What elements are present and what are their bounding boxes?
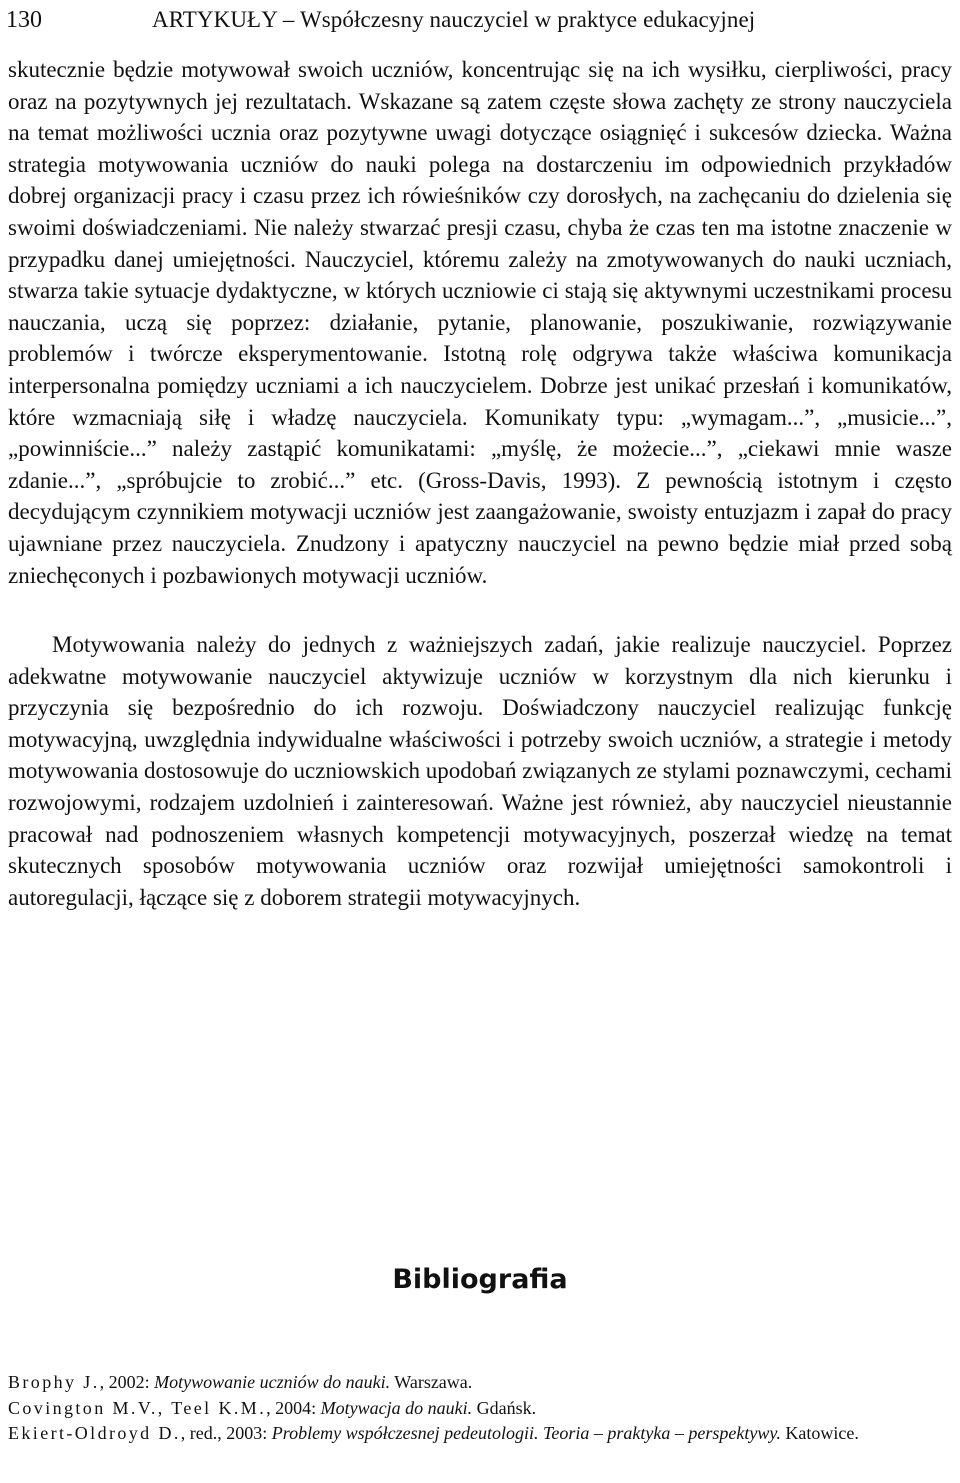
body-text: [8, 54, 952, 913]
running-head: ARTYKUŁY – Współczesny nauczyciel w praktyce edukacyjnej: [152, 7, 756, 32]
bibliography-heading: Bibliografia: [392, 1264, 568, 1295]
bib-author: Covington M.V., Teel K.M.: [8, 1397, 267, 1418]
bib-title: Problemy współczesnej pedeutologii. Teoria – praktyka – perspektywy.: [271, 1423, 781, 1443]
page-number: 130: [6, 7, 42, 33]
bib-place: Warszawa.: [390, 1372, 473, 1392]
bibliography-entry: [8, 1396, 952, 1422]
bib-author: Ekiert-Oldroyd D.: [8, 1423, 181, 1443]
bib-title: Motywowanie uczniów do nauki.: [154, 1372, 391, 1392]
paragraph-1: skutecznie będzie motywował swoich uczniów, koncentrując się na ich wysiłku, cierpliwości, pracy oraz na pozytywnych jej rezultatach. Wskazane są zatem częste słowa zachęty ze strony nauczyciela na temat możliwości ucznia oraz pozytywne uwagi dotyczące osiągnięć i sukcesów dziecka. Ważna strategia motywowania uczniów do nauki polega na dostarczeniu im odpowiednich przykładów dobrej organizacji pracy i czasu przez ich rówieśników czy dorosłych, na zachęcaniu do dzielenia się swoimi doświadczeniami. Nie należy stwarzać presji czasu, chyba że czas ten ma istotne znaczenie w przypadku danej umiejętności. Nauczyciel, któremu zależy na zmotywowanych do nauki uczniach, stwarza takie sytuacje dydaktyczne, w których uczniowie ci stają się aktywnymi uczestnikami procesu nauczania, uczą się poprzez: działanie, pytanie, planowanie, poszukiwanie, rozwiązywanie problemów i twórcze eksperymentowanie. Istotną rolę odgrywa także właściwa komunikacja interpersonalna pomiędzy uczniami a ich nauczycielem. Dobrze jest unikać przesłań i komunikatów, które wzmacniają siłę i władzę nauczyciela. Komunikaty typu: „wymagam...”, „musicie...”, „powinniście...” należy zastąpić komunikatami: „myślę, że możecie...”, „ciekawi mnie wasze zdanie...”, „spróbujcie to zrobić...” etc. (Gross-Davis, 1993). Z pewnością istotnym i często decydującym czynnikiem motywacji uczniów jest zaangażowanie, swoisty entuzjazm i zapał do pracy ujawniane przez nauczyciela. Znudzony i apatyczny nauczyciel na pewno będzie miał przed sobą zniechęconych i pozbawionych motywacji uczniów.: [8, 57, 952, 588]
bib-year: , 2004:: [266, 1397, 321, 1418]
bib-place: Katowice.: [780, 1423, 859, 1443]
bibliography-entry: [8, 1421, 952, 1447]
bib-year: , 2002:: [99, 1372, 155, 1392]
bib-year: , red., 2003:: [180, 1423, 272, 1443]
paragraph-2: Motywowania należy do jednych z ważniejszych zadań, jakie realizuje nauczyciel. Poprzez adekwatne motywowanie nauczyciel aktywizuje uczniów w korzystnym dla nich kierunku i przyczynia się bezpośrednio do ich rozwoju. Doświadczony nauczyciel realizując funkcję motywacyjną, uwzględnia indywidualne właściwości i potrzeby swoich uczniów, a strategie i metody motywowania dostosowuje do uczniowskich upodobań związanych ze stylami poznawczymi, cechami rozwojowymi, rodzajem uzdolnień i zainteresowań. Ważne jest również, aby nauczyciel nieustannie pracował nad podnoszeniem własnych kompetencji motywacyjnych, poszerzał wiedzę na temat skutecznych sposobów motywowania uczniów oraz rozwijał umiejętności samokontroli i autoregulacji, łączące się z doborem strategii motywacyjnych.: [8, 632, 952, 910]
bibliography-list: [8, 1370, 952, 1447]
page-header: [6, 4, 946, 40]
bib-title: Motywacja do nauki.: [320, 1397, 473, 1418]
bib-author: Brophy J.: [8, 1372, 100, 1392]
bib-place: Gdańsk.: [472, 1397, 537, 1418]
bibliography-entry: [8, 1370, 952, 1396]
